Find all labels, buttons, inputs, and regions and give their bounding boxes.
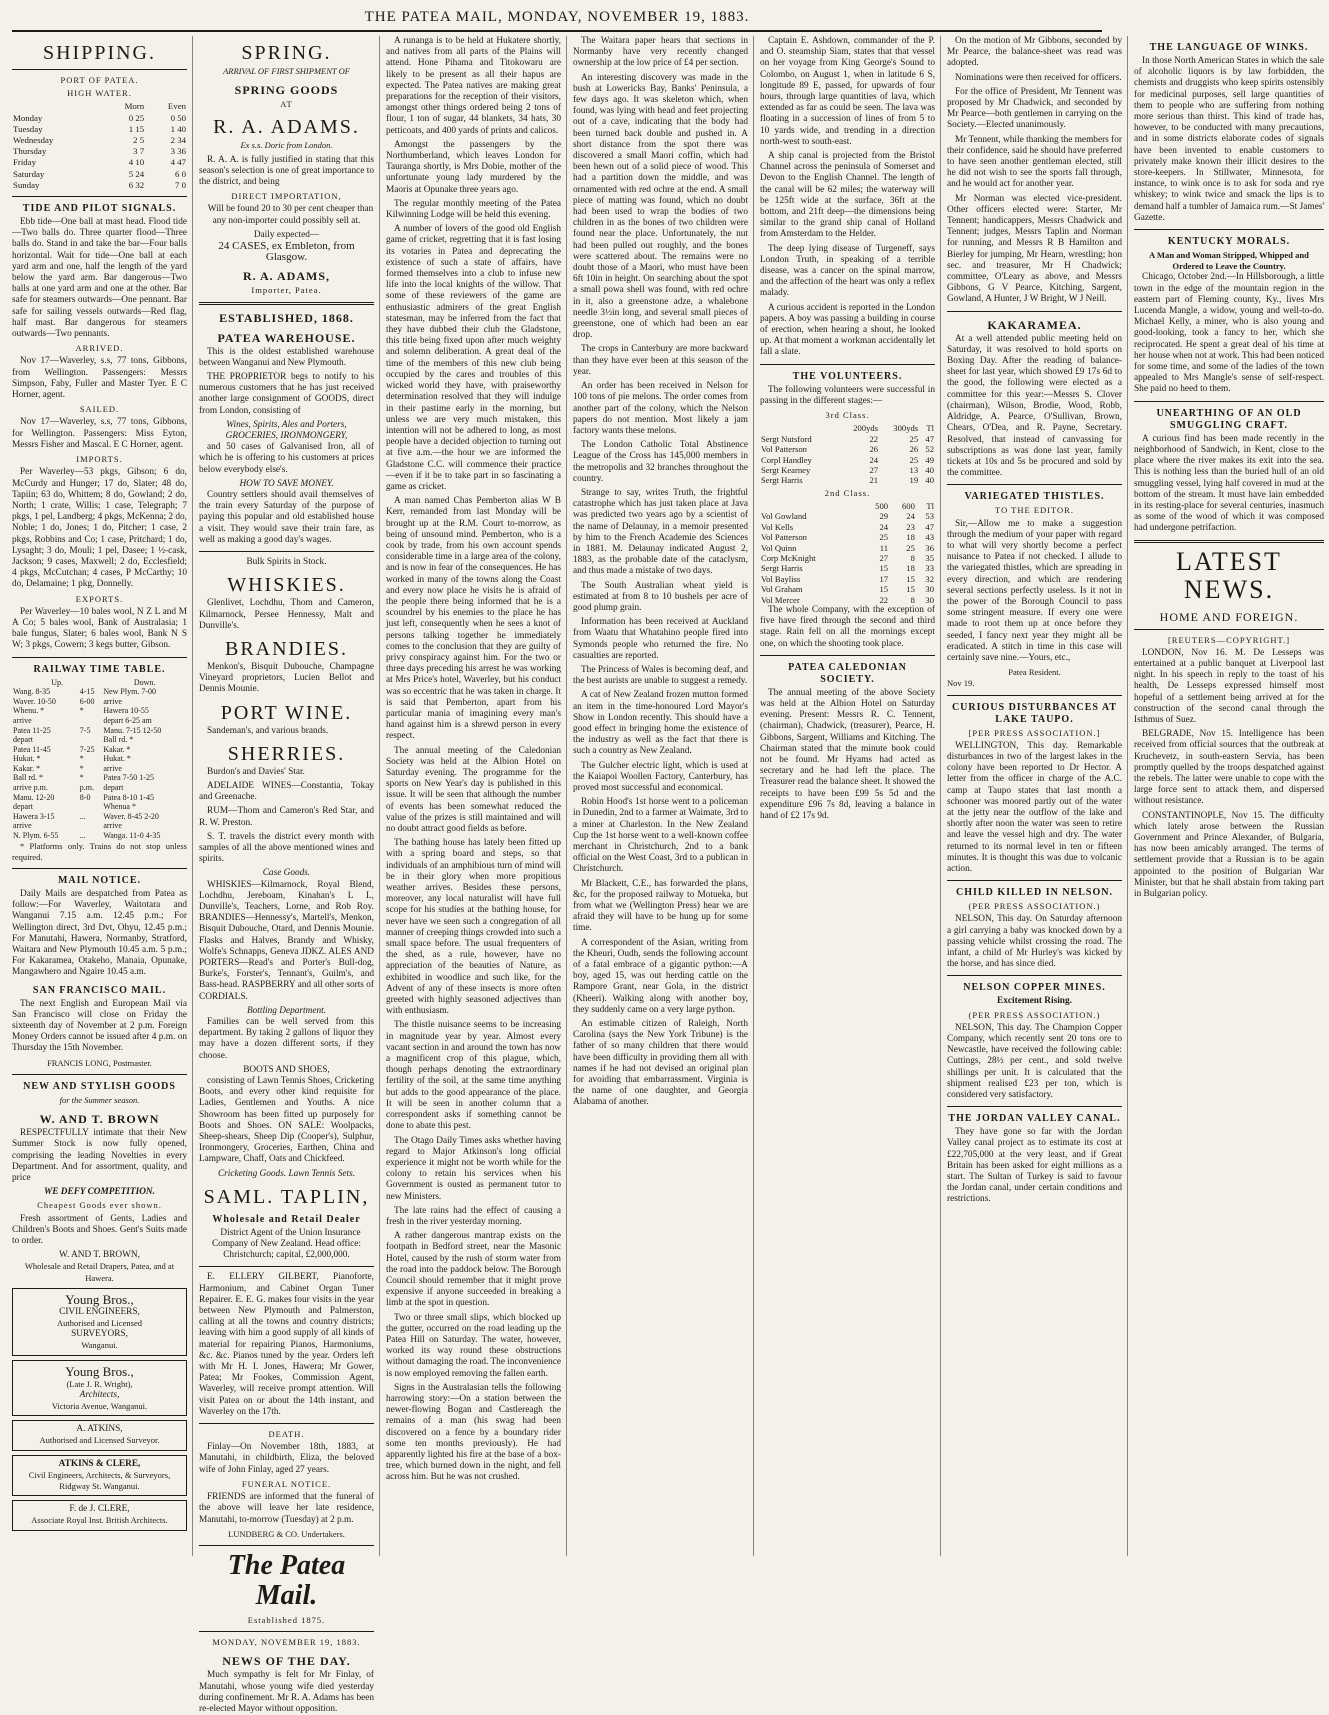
taplin-name: SAML. TAPLIN, <box>203 1185 370 1208</box>
table-row: Sergt Nutsford 22 25 47 <box>761 433 934 444</box>
case-goods-text: WHISKIES—Kilmarnock, Royal Blend, Lochdhu, Jereboam, Kinahan's L L, Dunville's, Teachers, Lorne, and Rob Roy. BRANDIES—Hennessy's, Martell's, Menkon, Bisquit Dubouche, Otard, and Dennis Mounie. Flasks and Halves, Brandy and Whisky, Wolfe's Schnapps, Geneva JDKZ. ALES AND PORTERS—Read's and Porter's Bull-dog, Burke's, Forster's, Tennant's, Guilm's, and Bass-head. RASPBERRY and all other sorts of CORDIALS. <box>199 879 374 1002</box>
table-row: Vol Mercer 22 8 30 <box>761 594 934 605</box>
signals-heading: TIDE AND PILOT SIGNALS. <box>22 203 177 215</box>
arrived-heading: ARRIVED. <box>75 343 124 354</box>
tide-row: Friday 4 10 4 47 <box>13 157 186 168</box>
spring-at: AT <box>280 99 293 110</box>
young-bros-architects-card: Young Bros., (Late J. R. Wright), Architects, Victoria Avenue, Wanganui. <box>12 1360 187 1417</box>
table-row: Corp McKnight 27 8 35 <box>761 552 934 563</box>
imports-heading: IMPORTS. <box>76 454 123 465</box>
adams-direct: DIRECT IMPORTATION, <box>231 191 342 202</box>
funeral-text: FRIENDS are informed that the funeral of the above will leave her late residence, Manutahi, to-morrow (Tuesday) at 2 p.m. <box>199 1492 374 1525</box>
bottling-text: Families can be well served from this department. By taking 2 gallons of liquor they may have a dozen different sorts, if they choose. <box>199 1016 374 1061</box>
article-paragraph: The South Australian wheat yield is estimated at from 8 to 10 bushels per acre of good plump grain. <box>573 580 748 613</box>
mail-heading: MAIL NOTICE. <box>57 875 142 887</box>
cricket-line: Cricketing Goods. Lawn Tennis Sets. <box>217 1168 356 1179</box>
brandies-text: Menkon's, Bisquit Dubouche, Champagne Vineyard proprietors, Lucien Bellot and Dennis Mounie. <box>199 661 374 695</box>
article-paragraph: Two or three small slips, which blocked up the gutter, occurred on the road leading up the Patea Hill on Saturday. The water, however, worked its way round these obstructions without damaging the road. The inconvenience is now employed removing the fallen earth. <box>386 1312 561 1379</box>
adams-importer: Importer, Patea. <box>251 285 322 296</box>
table-row: Sergt Kearney 27 13 40 <box>761 464 934 475</box>
spring-goods: SPRING GOODS <box>234 83 339 98</box>
tide-row: Saturday 5 24 6 0 <box>13 168 186 179</box>
article-paragraph: Robin Hood's 1st horse went to a policeman in Dunedin, 2nd to a farmer at Waimate, 3rd to a miner at Charleston. In the New Zealand Cup the 1st horse went to a well-known coffee merchant in Christchurch, 2nd to a bank official on the West Coast, 3rd to a publican in Christchurch. <box>573 797 748 875</box>
rail-row: Hawera 3-15 ... Waver. 8-45 2-20 <box>13 811 159 821</box>
adams-will: Will be found 20 to 30 per cent cheaper than any non-importer could possibly sell at. <box>207 204 374 226</box>
child-heading: CHILD KILLED IN NELSON. <box>956 887 1113 899</box>
article-paragraph: The deep lying disease of Turgeneff, says London Truth, in speaking of a terrible disease, was a cancer on the spinal marrow, and the affection of the heart was only a reflex malady. <box>760 243 935 299</box>
adams-ex: Ex s.s. Doric from London. <box>240 140 333 151</box>
article-paragraph: The London Catholic Total Abstinence League of the Cross has 145,000 members in the metropolis and 32 branches throughout the country. <box>573 440 748 484</box>
volunteers-summary: The whole Company, with the exception of five have fired through the second and third stage. Rain fell on all the mornings except one, on which the shooting took place. <box>760 605 935 649</box>
article-paragraph: An order has been received in Nelson for 100 tons of pie melons. The order comes from another part of the colony, which the Nelson papers do not mention. Most likely a jam factory wants these melons. <box>573 381 748 436</box>
child-text: NELSON, This day. On Saturday afternoon a girl carrying a baby was knocked down by a passing vehicle whilst crossing the road. The infant, a child of Mr Hurley's was kicked by the horse, and has since died. <box>947 914 1122 970</box>
rail-row: depart Ball rd. * <box>13 735 134 745</box>
article-paragraph: The Gulcher electric light, which is used at the Kaiapoi Woollen Factory, Canterbury, has proved most successful and economical. <box>573 760 748 793</box>
thistles-sign: Patea Resident. <box>1008 667 1061 678</box>
atkins-card: A. ATKINS, Authorised and Licensed Surveyor. <box>12 1420 187 1450</box>
article-paragraph: A curious accident is reported in the London papers. A boy was passing a building in course of erection, when hearing a shout, he looked up. At that moment a workman accidentally let fall a slate. <box>760 302 935 358</box>
column-4 <box>573 36 754 1556</box>
belgrade-text: BELGRADE, Nov 15. Intelligence has been received from official sources that the outbreak at Kruchevetz, in south-eastern Servia, has been promptly quelled by the troops despatched against the rebels. The latter were unable to cope with the large force sent to attack them, and dispersed without resistance. <box>1134 729 1324 807</box>
adams-text: R. A. A. is fully justified in stating that this season's selection is one of great importance to the district, and being <box>199 154 374 188</box>
port-heading: PORT OF PATEA. <box>60 75 139 85</box>
brown-sign: W. AND T. BROWN, <box>59 1250 140 1261</box>
death-heading: DEATH. <box>268 1429 305 1440</box>
signals-text: Ebb tide—One ball at mast head. Flood tide—Two balls do. Three quarter flood—Three balls do. Stand in and take the bar—Four balls horizontal. Wait for tide—One ball at each yard arm and one, half the length of the yard below the yard arm. Bar dangerous—Two balls at one yard arm and one at the other. Bar safe for steamers outwards—One pennant. Bar safe for sailing vessels outwards—Red flag, half mast. Bar dangerous for steamers outwards—Two pennants. <box>12 217 187 340</box>
article-paragraph: Strange to say, writes Truth, the frightful catastrophe which has just taken place at Java was predicted two years ago by a scientist of the name of Delaunay, in a memoir presented by him to the French Academie des Sciences in 1881. M. Delaunay indicated August 2, 1883, as the probable date of the cataclysm, and thus made a mistake of two days. <box>573 487 748 577</box>
adelaide-text: ADELAIDE WINES—Constantia, Tokay and Greenache. <box>199 780 374 803</box>
young-bros-engineers-card: Young Bros., CIVIL ENGINEERS, Authorised and Licensed SURVEYORS, Wanganui. <box>12 1288 187 1356</box>
table-header: 200yds 300yds Tl <box>853 423 934 434</box>
adams-daily: Daily expected— <box>253 229 320 240</box>
travels-text: S. T. travels the district every month with samples of all the above mentioned wines and spirits. <box>199 831 374 865</box>
copper-text: NELSON, This day. The Champion Copper Company, which recently sent 20 tons ore to Newcastle, have received the following cable: Cuttings, 28½ per cent., and sold twelve shillings per unit. It is calculated that the shipment realised £23 per ton, which is considered very satisfactory. <box>947 1022 1122 1101</box>
column-5 <box>760 36 941 1556</box>
rail-row: Manu. 12-20 8-0 Patea 8-10 1-45 <box>13 792 154 802</box>
whiskies-heading: WHISKIES. <box>227 574 346 597</box>
union-text: District Agent of the Union Insurance Company of New Zealand. Head office: Christchurch; capital, £2,000,000. <box>211 1227 362 1261</box>
warehouse-sub: This is the oldest established warehouse between Wanganui and New Plymouth. <box>199 346 374 368</box>
column-7 <box>1134 36 1329 1556</box>
article-paragraph: Mr Blackett, C.E., has forwarded the plans, &c, for the proposed railway to Motueka, but from what we (Wellington Press) hear we are afraid they will have to be hung up for some time. <box>573 878 748 934</box>
brown-address: Wholesale and Retail Drapers, Patea, and at Hawera. <box>24 1261 175 1283</box>
column-2 <box>199 36 380 1714</box>
taupo-text: WELLINGTON, This day. Remarkable disturbances in two of the largest lakes in the colony have been reported to Dr Hector. A letter from the officer in charge of the A.C. camp at Taupo states that last month a schooner was moored partly out of the water at the jetty near the outflow of the lake and shortly after noon the water was seen to retire and leave the vessel high and dry. The water returned to its normal level in ten or fifteen minutes. It is thought this was due to volcanic action. <box>947 740 1122 874</box>
rail-row: Wang. 8-35 4-15 New Plym. 7-00 <box>13 687 156 697</box>
goods-heading: NEW AND STYLISH GOODS <box>23 1080 176 1092</box>
article-paragraph: A cat of New Zealand frozen mutton formed an item in the time-honoured Lord Mayor's Show in London recently. This should have a good effect in bringing home the existence of the industry as well as the fact that there is such a country as New Zealand. <box>573 690 748 757</box>
save-money: HOW TO SAVE MONEY. <box>239 478 334 489</box>
article-paragraph: An interesting discovery was made in the bush at Lowericks Bay, Banks' Peninsula, a few days ago. It was skeleton which, when found, was lying with head and feet projecting out of a cave, indicating that the body had been turned back double and pushed in. A short distance from the spot there was discovered a small Maori coffin, which had been hewn out of a solid piece of wood. This had a partition down the middle, and was ornamented with red ochre at the end. A small piece of matting was found, which no doubt had been used to wrap the bodies of two children in as the bones of two children were found near the place. Unfortunately, the nut had been pulled out roughly, and the bones were scattered about. The remains were no doubt those of a Maori, who must have been 6ft 10in in height. On searching about the spot a small powa shell was found, with red ochre in it, also a greenstone adze, a whalebone needle 3½in long, and several small pieces of greenstone, one of which had been an ear drop. <box>573 72 748 341</box>
article-paragraph: A man named Chas Pemberton alias W B Kerr, remanded from last Monday will be brought up at the R.M. Court to-morrow, as being of unsound mind. Pemberton, who is a cook by trade, from his own account spends considerable time in a large area of the colony, and is now in fear of the consequences. He has worked in many of the towns along the Coast and every now place he visits he is afraid of the people there being informed that he is a scoundrel by his enemies to the place he has just left, consequently when he sees a knot of persons talking together he immediately comes to the conclusion that they are guilty of privy conspiracy against him. For the two or three days preceding his arrest he was working at Mrs Price's hotel, Waverley, but his conduct was so eccentric that he was taken in charge. It is said that Pemberton, apart from his particular mania of imagining every man's hand against him is a shrewd person in every respect. <box>386 496 561 742</box>
railway-table <box>12 678 187 841</box>
tide-row: Monday 0 25 0 50 <box>13 112 186 123</box>
port-wine-heading: PORT WINE. <box>220 701 353 724</box>
rail-row: Hukat. * * Hukat. * <box>13 754 131 764</box>
article-paragraph: A number of lovers of the good old English game of cricket, regretting that it is fast losing its votaries in Patea and deprecating the existence of such a state of affairs, have formed themselves into a club to infuse new life into the local knights of the willow. That some of these reviewers of the game are enthusiastic admirers of the great English statesman, may be inferred from the fact that they have dubbed their club the Gladstone, this title being fixed upon after much weighty and solemn deliberation. A great deal of the time of the members of this new club being occupied by the cares and troubles of this wicked world they have, with praiseworthy determination resolved that they will indulge in their pastime early in the morning, but unless we are very much mistaken, this intention will not be adhered to long, as most people have a decided objection to turning out at five a.m.—the hour we are informed the Gladstone C.C. will commence their practice—even if it be to take part in so fascinating a game as cricket. <box>386 224 561 492</box>
spring-heading: SPRING. <box>241 42 332 64</box>
news-heading: NEWS OF THE DAY. <box>222 1654 351 1669</box>
article-paragraph: An estimable citizen of Raleigh, North Carolina (says the New York Tribune) is the father of so many children that there would have been difficulty in providing them all with names if he had not devised an original plan for avoiding that embarrassment. Virginia is the name of one daughter, and Georgia Alabama of another. <box>573 1019 748 1108</box>
article-paragraph: Mr Tennent, while thanking the members for their confidence, said he should have preferred to have seen another gentleman elected, still he did not wish to see the sports fall through, and he would act for another year. <box>947 134 1122 190</box>
article-paragraph: A rather dangerous mantrap exists on the footpath in Bedford street, near the Masonic Hotel, caused by the rush of storm water from the road into the paddock below. The Borough Council should remember that it might prove expensive if anyone succeeded in breaking a limb at the spot in question. <box>386 1231 561 1309</box>
brandies-heading: BRANDIES. <box>224 637 348 660</box>
news-text: Much sympathy is felt for Mr Finlay, of Manutahi, whose young wife died yesterday during confinement. Mr R. A. Adams has been re-elected Mayor without opposition. <box>199 1670 374 1714</box>
sherries-text: Burdon's and Davies' Star. <box>207 766 305 777</box>
country-text: Country settlers should avail themselves of the train every Saturday of the purpose of paying this popular and old established house a visit. They would save their train fare, as well as making a good day's wages. <box>199 490 374 545</box>
article-paragraph: For the office of President, Mr Tennent was proposed by Mr Chadwick, and seconded by Mr Pearce—both gentlemen in carrying on the Society.—Elected unanimously. <box>947 86 1122 131</box>
article-paragraph: Captain E. Ashdown, commander of the P. and O. steamship Siam, states that that vessel on her voyage from King George's Sound to Colombo, on August 1, when in latitude 6 S, longitude 89 E, passed, for upwards of four hours, through large quantities of lava, which extended as far as could be seen. The lava was floating in a succession of lines of from 5 to 10 yards wide, and trending in a direction north-west to south-east. <box>760 36 935 147</box>
article-paragraph: A correspondent of the Asian, writing from the Kheuri, Oudh, sends the following account of a fatal embrace of a gigantic python:—A boy, aged 15, was out herding cattle on the Rampore Grant, near Gola, in the district (Kheeri). Walking along with another boy, they suddenly came on a very large python. <box>573 937 748 1015</box>
established-heading: ESTABLISHED, 1868. <box>219 310 354 325</box>
tide-row: Wednesday 2 5 2 34 <box>13 135 186 146</box>
caledonian-text: The annual meeting of the above Society was held at the Albion Hotel on Saturday evening. Present: Messrs R. C. Tennent, (chairman), Chadwick, (treasurer), Pearce, H. Gibbons, Sargent, Williams and Kitching. The Chairman stated that the minute book could not be found. Mr Hyams had acted as secretary and he had left the place. The Treasurer read the balance sheet. It showed the receipts to have been £99 5s 5d and the expenditure £96 7s 8d, leaving a balance in hand of £2 17s 9d. <box>760 687 935 822</box>
thistles-sub: TO THE EDITOR. <box>995 505 1074 516</box>
article-paragraph: A ship canal is projected from the Bristol Channel across the peninsula of Somerset and Devon to the English Channel. The length of the canal will be 62 miles; the waterway will be 125ft wide at the surface, 36ft at the bottom, and 21ft deep—the dimensions being similar to the grand ship canal of Holland from Amsterdam to the Helder. <box>760 151 935 240</box>
bottling-heading: Bottling Department. <box>246 1005 326 1016</box>
brown-text: RESPECTFULLY intimate that their New Summer Stock is now fully opened, comprising the leading Novelties in every Department. And for assortment, quality, and price <box>12 1128 187 1183</box>
article-paragraph: The late rains had the effect of causing a fresh in the river yesterday morning. <box>386 1205 561 1227</box>
adams-name: R. A. ADAMS. <box>213 116 360 139</box>
wines-more: and 50 cases of Galvanised Iron, all of which he is offering to his customers at prices below everybody else's. <box>199 442 374 475</box>
high-water-heading: HIGH WATER. <box>67 88 132 99</box>
rail-header: Up. Down. <box>51 677 156 687</box>
article-paragraph: Nominations were then received for officers. <box>955 72 1122 83</box>
thistles-heading: VARIEGATED THISTLES. <box>964 491 1105 503</box>
rail-row: Whenu. * * Hawera 10-55 <box>13 706 149 716</box>
london-text: LONDON, Nov 16. M. De Lesseps was entertained at a public banquet at Liverpool last night. In his speech in reply to the toast of his health, De Lesseps expressed himself most hopeful of a settlement being arrived at for the construction of the second canal through the Isthmus of Suez. <box>1134 647 1324 725</box>
funeral-heading: FUNERAL NOTICE. <box>241 1478 332 1489</box>
rum-text: RUM—Thom and Cameron's Red Star, and R. W. Preston. <box>199 806 374 828</box>
article-paragraph: Signs in the Australasian tells the following harrowing story:—On a station between the newer-flowing Bogan and Castlereagh the remains of a man (his swag had been discovered on a fence by a boundary rider some ten months previously). He had apparently lighted his fire at the base of a box-tree, which burned down in the night, and fell across him. But he was not crushed. <box>386 1382 561 1483</box>
sf-mail-text: The next English and European Mail via San Francisco will close on Friday the sixteenth day of November at 2 p.m. Foreign Money Orders cannot be issued after 4 p.m. on Thursday the 15th November. <box>12 998 187 1054</box>
article-paragraph: A runanga is to be held at Hukatere shortly, and natives from all parts of the Plains will attend. Hone Pihama and Titokowaru are likely to be present as all their hapus are expected. The Patea natives are making great preparations for the reception of their visitors, amongst other things ordered being 2 tons of flour, 1 ton of sugar, 44 blankets, 34 hats, 30 petticoats, and 400 yards of prints and calicos. <box>386 36 561 136</box>
tide-row: Tuesday 1 15 1 40 <box>13 123 186 134</box>
whiskies-text: Glenlivet, Lochdhu, Thom and Cameron, Kilmarnock, Persee Hennessy, Malt and Dunville's. <box>199 598 374 631</box>
rail-row: Ball rd. * * Patea 7-50 1-25 <box>13 773 154 783</box>
article-paragraph: The thistle nuisance seems to be increasing in magnitude year by year. Almost every vacant section in and around the town has now a magnificent crop of this plague, which, though perhaps denoting the extraordinary fertility of the soil, at the same time anything but adds to the good appearance of the place. It will be seen in another column that a correspondent asks if something cannot be done to abate this pest. <box>386 1020 561 1132</box>
clere-card: F. de J. CLERE, Associate Royal Inst. British Architects. <box>12 1500 187 1530</box>
rail-row: Waver. 10-50 6-00 arrive <box>13 696 122 706</box>
death-text: Finlay—On November 18th, 1883, at Manutahi, in childbirth, Eliza, the beloved wife of John Finlay, aged 27 years. <box>199 1442 374 1475</box>
article-paragraph: The Waitara paper hears that sections in Normanby have very recently changed ownership at the low price of £4 per section. <box>573 36 748 69</box>
smuggling-heading: UNEARTHING OF AN OLD SMUGGLING CRAFT. <box>1156 407 1302 431</box>
volunteers-second-table <box>760 501 935 605</box>
paper-nameplate: The Patea Mail. <box>227 1549 346 1611</box>
taplin-sub: Wholesale and Retail Dealer <box>212 1213 361 1225</box>
article-paragraph: Information has been received at Auckland from Waatu that Whatahino people fired into Symonds people who returned the fire. No casualties are reported. <box>573 617 748 661</box>
adams-cases: 24 CASES, ex Embleton, from Glasgow. <box>218 240 355 264</box>
rail-row: arrive arrive <box>13 821 122 831</box>
copper-sub: Excitement Rising. <box>997 996 1072 1007</box>
arrived-text: Nov 17—Waverley, s.s, 77 tons, Gibbons, from Wellington. Passengers: Messrs Simpson, Faby, Fuller and Master Tyer. E C Horner, agent. <box>12 356 187 401</box>
warehouse-text: THE PROPRIETOR begs to notify to his numerous customers that he has just received another large consignment of GOODS, direct from London, consisting of <box>199 372 374 416</box>
taupo-assoc: [PER PRESS ASSOCIATION.] <box>968 727 1101 738</box>
tide-row: Thursday 3 7 3 36 <box>13 146 186 157</box>
port-wine-text: Sandeman's, and various brands. <box>207 725 329 736</box>
tide-header: Morn Even <box>124 101 186 112</box>
gilbert-text: E. ELLERY GILBERT, Pianoforte, Harmonium, and Cabinet Organ Tuner Repairer. E. E. G. makes four visits in the year between New Plymouth and Palmerston, calling at all the towns and country districts; leaving with him a good supply of all kinds of material for repairing Pianos, Harmoniums, &c. &c. Pianos tuned by the year. Orders left with Mr H. I. Jones, Hawera; Mr Gower, Patea; Mr Fookes, Commission Agent, Waverley, will receive prompt attention. Will visit Patea on or about the 14th instant, and Waverley on the 17th. <box>199 1272 374 1417</box>
reuters-note: [REUTERS—COPYRIGHT.] <box>1167 634 1291 645</box>
article-paragraph: The Princess of Wales is becoming deaf, and the best aurists are unable to suggest a remedy. <box>573 664 748 687</box>
table-row: Vol Patterson 25 18 43 <box>761 532 934 543</box>
table-row: Vol Quinn 11 25 36 <box>761 542 934 553</box>
volunteers-intro: The following volunteers were successful in passing in the different stages:— <box>760 384 935 406</box>
sf-mail-sign: FRANCIS LONG, Postmaster. <box>47 1057 152 1068</box>
boots-text: consisting of Lawn Tennis Shoes, Cricketing Boots, and every other kind requisite for Ladies, Gentlemen and Youths. A nice Showroom has been fitted up purposely for Boots and Shoes. ON SALE: Woolpacks, Sheep-shears, Sheep Dip (Cooper's), Sulphur, Ironmongery, Groceries, Earthen, China and Lampware, Chaff, Oats and Chickfeed. <box>199 1076 374 1165</box>
funeral-sign: LUNDBERG & CO. Undertakers. <box>228 1528 345 1539</box>
kakaramea-heading: KAKARAMEA. <box>987 317 1082 332</box>
table-row: Vol Gowland 29 24 53 <box>761 511 934 522</box>
table-row: Vol Bayliss 17 15 32 <box>761 573 934 584</box>
third-class-heading: 3rd Class. <box>825 410 870 421</box>
article-paragraph: The bathing house has lately been fitted up with a spring board and steps, so that individuals of an amphibious turn of mind will be in their glory when more propitious weather arrives. Besides these persons, moreover, any local naturalist will have full scope for his studies at the bathing house, for never have we seen such a congregation of all manner of creeping things crowded into such a small space before. The usual frequenters of the shed, as a rule, however, have no appreciation of the beauties of Nature, as exhibited in woodlice and such like, for the Advent of any of these insects is more often greeted with highly seasoned adjectives than with enthusiasm. <box>386 838 561 1017</box>
thistles-text: Sir,—Allow me to make a suggestion through the medium of your paper with regard to what will very shortly become a perfect nuisance to Patea if not checked. I allude to the variegated thistles, which are spreading in every direction, and which are rendering several sections perfectly useless. Is it not in the power of the Borough Council to pass some stringent measure. If every one were made to root them up at once before they seeded, I fancy next year they might all be eradicated. A stitch in time in this case will certainly save nine.—Yours, etc., <box>947 518 1122 663</box>
rail-row: Patea 11-25 7-5 Manu. 7-15 12-50 <box>13 725 162 735</box>
article-paragraph: Mr Norman was elected vice-president. Other officers elected were: Starter, Mr Tennent; handicappers, Messrs Chadwick and Tennent; judges, Messrs Taplin and Norman for running, and Messrs R B Hamilton and Bierley for jumping, Mr Hearn, wrestling; hon sec. and treasurer, Mr H Chadwick; committee, O'Leary as above, and Messrs Gibbons, G V Pearce, Kitching, Sargent, Gowland, A Hunter, J W Bright, W J Neill. <box>947 193 1122 305</box>
imports-text: Per Waverley—53 pkgs, Gibson; 6 do, McCurdy and Hunger; 17 do, Slater; 48 do, Tapiin; 63 do, Whittem; 8 do, Gowland; 2 do, North; 1 crate, Willis; 1 case, Telegraph; 7 pkgs, 1 pel, Landberg; 4 pkgs, McKenna; 2 do, Noble; 1 do, Jones; 1 do, Pitcher; 1 case, 2 pkgs, Robbins and Co; 1 case, Pritchard; 1 do, Lysaght; 3 do, Mouli; 1 pel, Dasee; 1 ½-cask, Jackson; 9 cases, Maxwell; 2 do, Ecclesfield; 4 pkgs, McCutchan; 4 cases, P McCarthy; 10 do, Delamaine; 1 pkg, Donnelly. <box>12 467 187 590</box>
rail-row: Kakar. * * arrive <box>13 763 122 773</box>
rail-row: arrive p.m. p.m. depart <box>13 783 124 793</box>
spring-sub: ARRIVAL OF FIRST SHIPMENT OF <box>223 66 350 76</box>
exports-heading: EXPORTS. <box>75 593 124 604</box>
paper-date: MONDAY, NOVEMBER 19, 1883. <box>212 1637 361 1648</box>
tide-row: Sunday 6 32 7 0 <box>13 179 186 190</box>
boots-heading: BOOTS AND SHOES, <box>243 1064 330 1075</box>
brown-slogan: WE DEFY COMPETITION. <box>44 1187 155 1198</box>
rail-row: depart Whenua * <box>13 802 136 812</box>
wines-line: Wines, Spirits, Ales and Porters, GROCERIES, IRONMONGERY, <box>225 419 348 442</box>
article-paragraph: The crops in Canterbury are more backward than they have ever been at this season of the year. <box>573 344 748 377</box>
article-paragraph: The annual meeting of the Caledonian Society was held at the Albion Hotel on Saturday evening. The programme for the sports on New Year's day is published in this issue. It will be seen that although the number of events has been somewhat reduced the value of the prizes is still maintained and will no doubt attract good fields as before. <box>386 745 561 835</box>
table-row: Corpl Handley 24 25 49 <box>761 454 934 465</box>
brown-cheap: Cheapest Goods ever shown. <box>37 1200 162 1211</box>
constantinople-text: CONSTANTINOPLE, Nov 15. The difficulty which lately arose between the Russian Government and Prince Alexander, of Bulgaria, has now been amicably arranged. The terms of settlement provide that a Russian is to be again appointed to the position of Bulgarian War Minister, but that he shall abstain from taking part in Bulgarian policy. <box>1134 810 1324 899</box>
brown-more: Fresh assortment of Gents, Ladies and Children's Boots and Shoes. Gent's Suits made to order. <box>12 1213 187 1246</box>
thistles-date: Nov 19. <box>947 678 975 689</box>
article-paragraph: On the motion of Mr Gibbons, seconded by Mr Pearce, the balance-sheet was read was adopted. <box>947 36 1122 69</box>
warehouse-heading: PATEA WAREHOUSE. <box>217 330 356 345</box>
sf-mail-heading: SAN FRANCISCO MAIL. <box>32 984 167 996</box>
copper-assoc: (PER PRESS ASSOCIATION.) <box>968 1009 1101 1020</box>
copper-heading: NELSON COPPER MINES. <box>963 982 1106 994</box>
table-row: Vol Patterson 26 26 52 <box>761 444 934 455</box>
columns <box>12 36 1324 1714</box>
adams-sign: R. A. ADAMS, <box>242 269 330 284</box>
winks-text: In those North American States in which the sale of alcoholic liquors is by law forbidden, the chemists and druggists who keep spirits ostensibly for medicinal purposes, sell large quantities of them to people who are suffering from nothing more serious than thirst. This kind of trade has, however, to be conducted with many precautions, and in some districts elaborate codes of signals have been invented to enable customers to privately make known their illicit desires to the store-keepers. In Stillwater, Minnesota, for instance, to wink once is to ask for soda and rye whiskey; to wink twice and smack the lips is to demand half a tumbler of Jamaica rum.—St James' Gazette. <box>1134 56 1324 223</box>
article-paragraph: Amongst the passengers by the Northumberland, which leaves London for Tauranga shortly, is Mrs Dobie, mother of the unfortunate young lady murdered by the Maoris at Opunake three years ago. <box>386 139 561 195</box>
rail-row: arrive depart 6-25 am <box>13 715 152 725</box>
volunteers-third-table <box>760 423 935 485</box>
goods-sub: for the Summer season. <box>59 1094 140 1105</box>
volunteers-heading: THE VOLUNTEERS. <box>792 370 903 382</box>
table-header: 500 600 Tl <box>875 500 934 511</box>
column-6 <box>947 36 1128 1556</box>
column-1 <box>12 36 193 1556</box>
table-row: Vol Kells 24 23 47 <box>761 521 934 532</box>
child-assoc: (PER PRESS ASSOCIATION.) <box>968 901 1101 912</box>
latest-news-heading: LATEST NEWS. <box>1176 546 1282 604</box>
exports-text: Per Waverley—10 bales wool, N Z L and M A Co; 5 bales wool, Bank of Australasia; 1 bale fungus, Slater; 6 bales wool, Bank N S W; 3 pkgs, Cowern; 3 kegs butter, Gibson. <box>12 606 187 651</box>
table-row: Sergt Harris 21 19 40 <box>761 475 934 486</box>
paper-established: Established 1875. <box>247 1614 326 1625</box>
sailed-heading: SAILED. <box>79 404 120 415</box>
tide-table <box>12 101 187 191</box>
table-row: Vol Graham 15 15 30 <box>761 584 934 595</box>
jordan-text: They have gone so far with the Jordan Valley canal project as to estimate its cost at £22,705,000 at the very least, and if Great Britain has been asked for eight millions as a start. The Sultan of Turkey is said to favour the Jordan canal, under certain conditions and restrictions. <box>947 1127 1122 1205</box>
winks-heading: THE LANGUAGE OF WINKS. <box>1149 42 1309 53</box>
atkins-clere-card: ATKINS & CLERE, Civil Engineers, Architects, & Surveyors, Ridgway St. Wanganui. <box>12 1455 187 1497</box>
article-paragraph: The Otago Daily Times asks whether having regard to Major Atkinson's long official experience it might not be worth while for the colony to retain his services when his Government is ousted as permanent tutor to new Ministers. <box>386 1135 561 1202</box>
case-goods-heading: Case Goods. <box>262 868 311 879</box>
smuggling-text: A curious find has been made recently in the neighborhood of Sandwich, in Kent, close to the place where the river makes its exit into the sea. This is nothing less than the buried hull of an old smuggling vessel, lying half covered in mud at the bottom of the stream. It must have lain embedded in its resting-place for several centuries, inasmuch as some of the wood of which it was composed had undergone petrifaction. <box>1134 433 1324 534</box>
column-3 <box>386 36 567 1556</box>
railway-heading: RAILWAY TIME TABLE. <box>33 663 166 675</box>
mail-text: Daily Mails are despatched from Patea as follow:—For Waverley, Waitotara and Wanganui 7.15 a.m. 12.45 p.m.; For Wellington direct, 3rd Dvt, Ohyu, 12.45 p.m.; For Manutahi, Hawera, Normanby, Stratford, Waitara and New Plymouth 10.45 a.m. 5 p.m.; For Kakaramea, Otakeho, Manaia, Opunake, Mangawhero and Ngaire 10.45 a.m. <box>12 889 187 978</box>
kentucky-heading: KENTUCKY MORALS. <box>1167 236 1291 248</box>
bulk-spirits: Bulk Spirits in Stock. <box>246 557 327 568</box>
rail-row: N. Plym. 6-55 ... Wanga. 11-0 4-35 <box>13 831 161 841</box>
sailed-text: Nov 17—Waverley, s.s, 77 tons, Gibbons, for Wellington. Passengers: Miss Eyton, Messrs Fisher and Mascal. E C Horner, agent. <box>12 417 187 450</box>
caledonian-heading: PATEA CALEDONIAN SOCIETY. <box>788 661 907 685</box>
kentucky-sub: A Man and Woman Stripped, Whipped and Ordered to Leave the Country. <box>1149 250 1309 272</box>
brown-name: W. AND T. BROWN <box>39 1112 160 1127</box>
kentucky-text: Chicago, October 2nd.—In Hillsborough, a little town in the edge of the mountain region in the eastern part of Fleming county, Ky., lives Mrs Lucenda Mangle, a widow, young and well-to-do. Michael Kelly, a miner, who is also young and good-looking, took a fancy to her, which she reciprocated. He spent a great deal of his time at her house when not at work. This had been noticed for some time, and some of the ladies of the town appealed to Mrs Mangle's sense of self-respect. She paid no heed to them. <box>1134 272 1324 395</box>
taupo-heading: CURIOUS DISTURBANCES AT LAKE TAUPO. <box>951 701 1118 725</box>
latest-news-sub: HOME AND FOREIGN. <box>1159 609 1299 624</box>
article-paragraph: The regular monthly meeting of the Patea Kilwinning Lodge will be held this evening. <box>386 198 561 221</box>
shipping-heading: SHIPPING. <box>42 42 157 64</box>
table-row: Sergt Harris 15 18 33 <box>761 563 934 574</box>
second-class-heading: 2nd Class. <box>824 487 871 498</box>
kakaramea-text: At a well attended public meeting held on Saturday, it was resolved to hold sports on Boxing Day. After the reading of balance-sheet for last year, which showed £9 17s 6d to the good, the following were elected as a committee for this year:—Messrs S. Clover (chairman), Wilson, Brodie, Wood, Robb, Aldridge, A. Pearce, O'Sullivan, Brown, Chears, O'Dea, and R. Payne, Secretary. Resolved, that instead of canvassing for subscriptions as was done last year, family tickets at 10s and 5s be procured and sold by the committee. <box>947 333 1122 479</box>
sherries-heading: SHERRIES. <box>227 742 346 765</box>
rail-row: Patea 11-45 7-25 Kakar. * <box>13 744 131 754</box>
masthead: THE PATEA MAIL, MONDAY, NOVEMBER 19, 1883. <box>12 6 1102 32</box>
jordan-heading: THE JORDAN VALLEY CANAL. <box>948 1113 1121 1125</box>
rail-note: * Platforms only. Trains do not stop unless required. <box>12 840 187 862</box>
